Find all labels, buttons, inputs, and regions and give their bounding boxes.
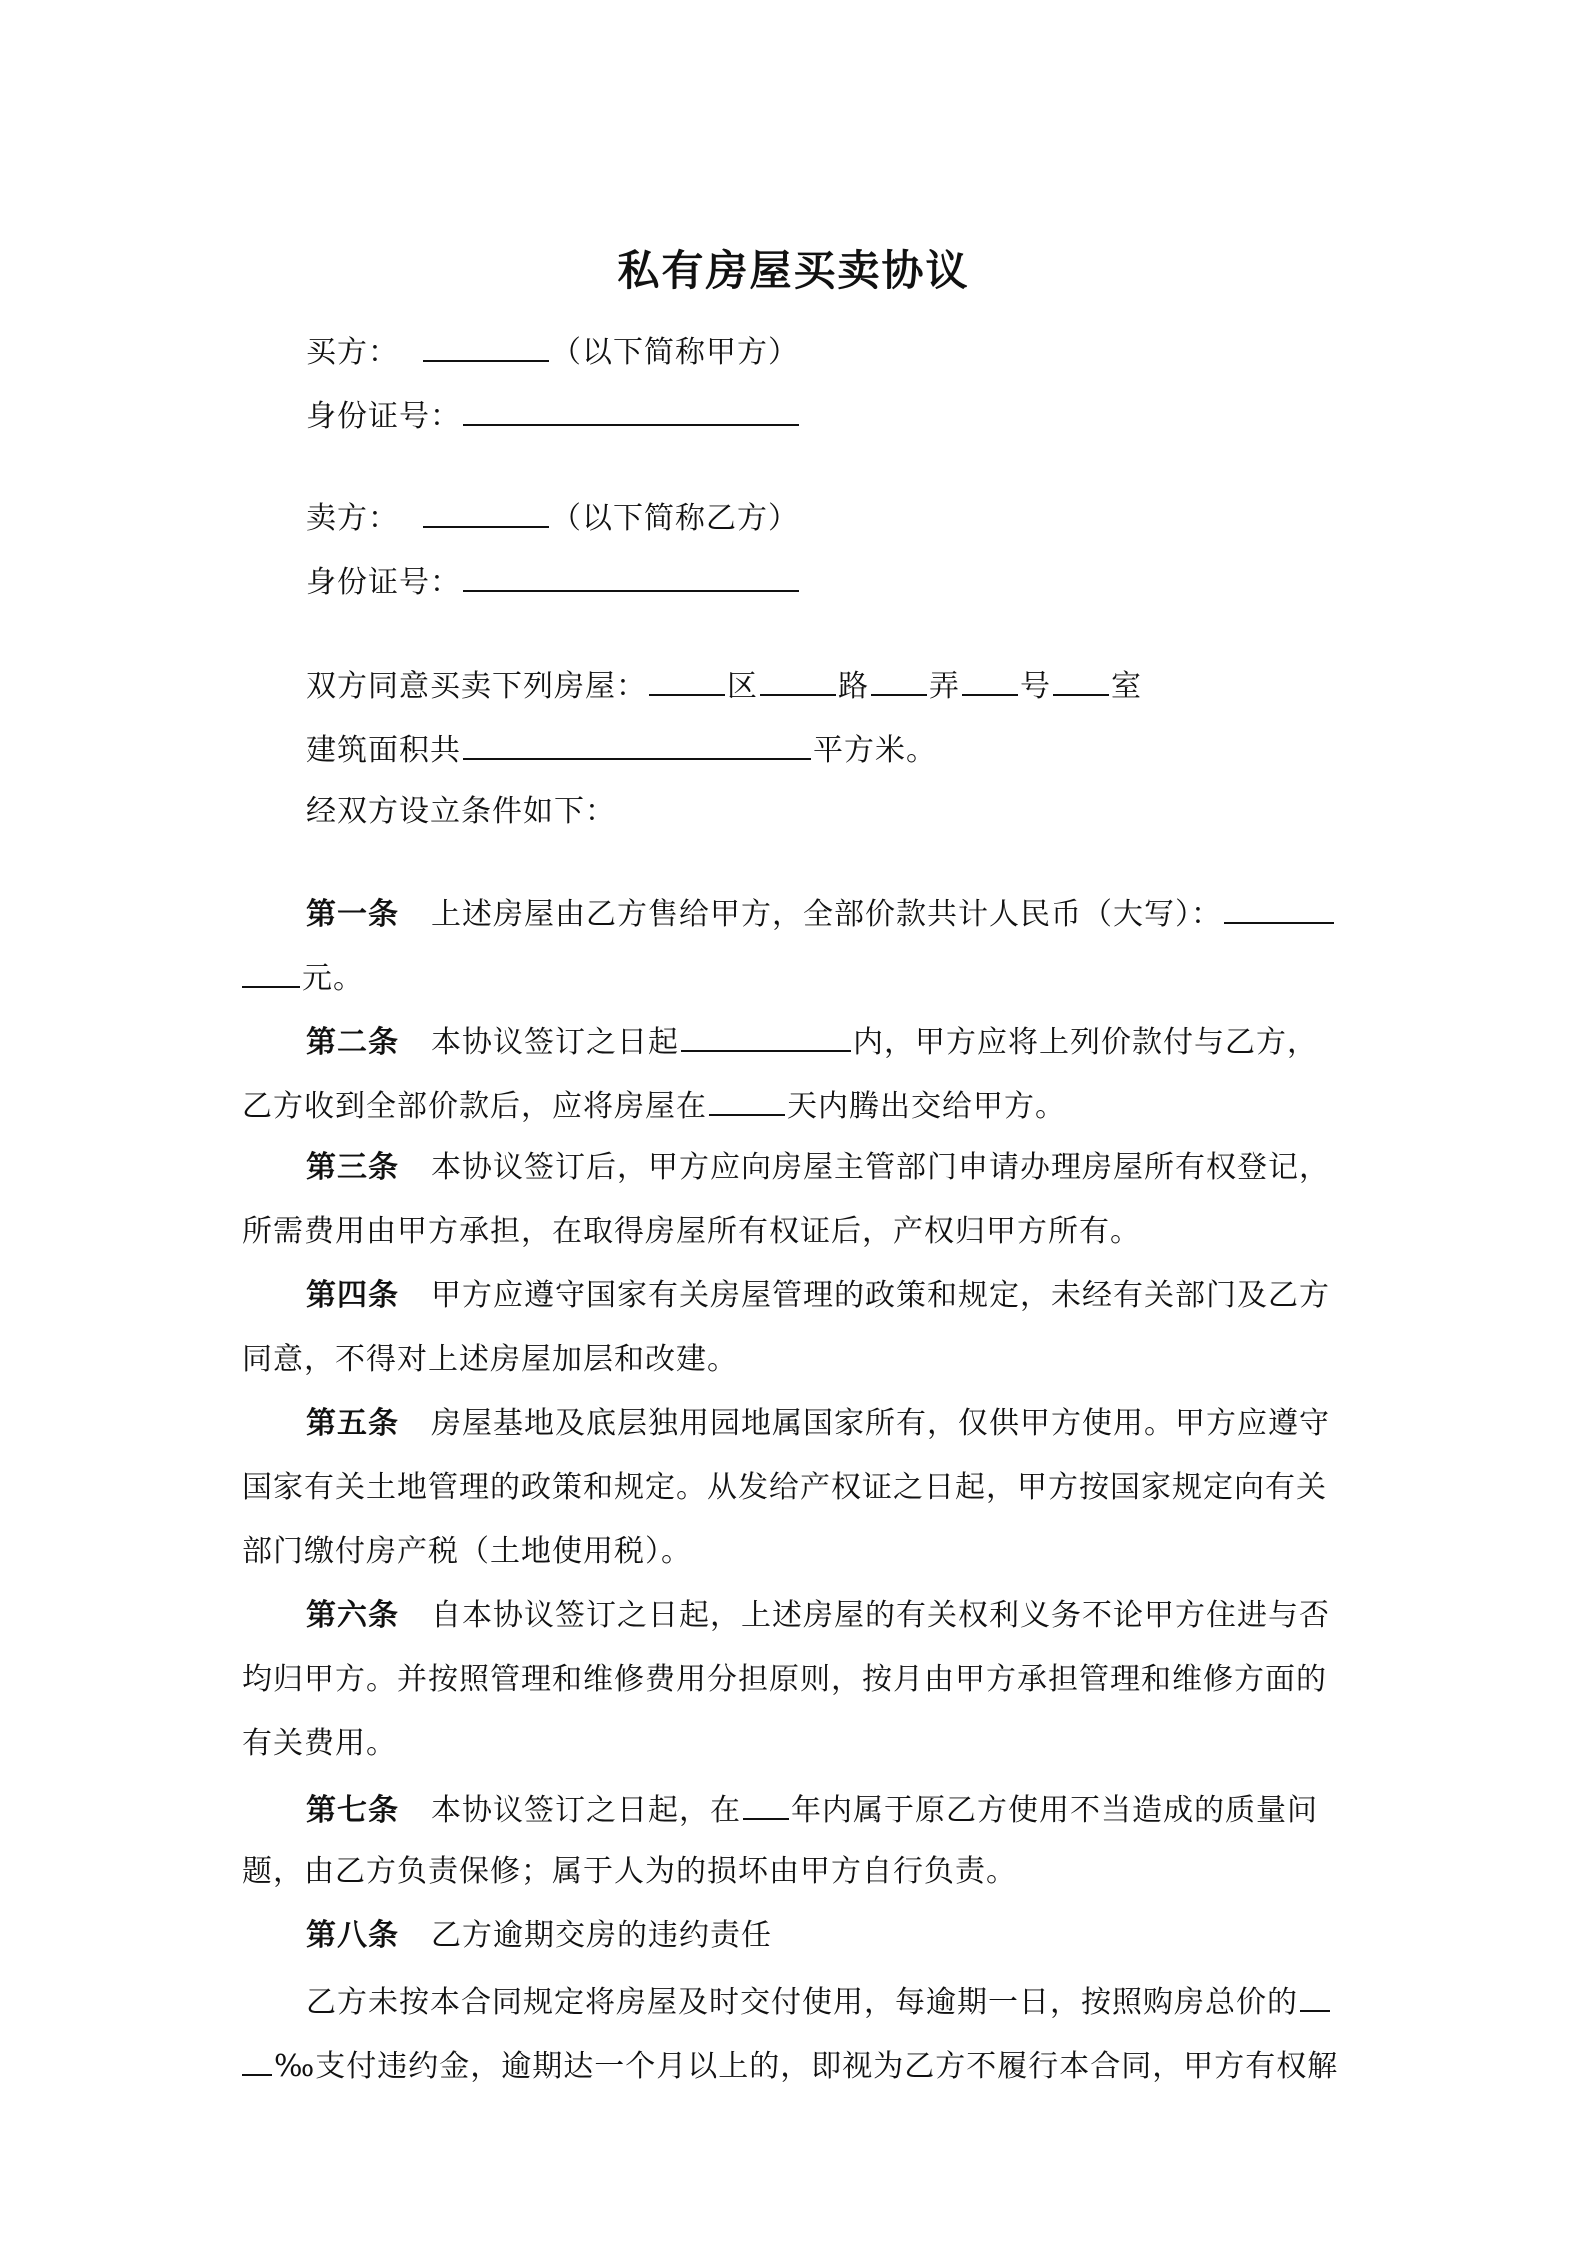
article-6-line-2: 均归甲方。并按照管理和维修费用分担原则，按月由甲方承担管理和维修方面的: [242, 1662, 1327, 1697]
penalty-rate-blank[interactable]: [1300, 1980, 1330, 2012]
article-1-line-1: [306, 892, 1336, 935]
article-6-line-3: 有关费用。: [242, 1726, 397, 1761]
area-suffix: 平方米。: [813, 733, 937, 768]
vacate-days-blank[interactable]: [709, 1084, 785, 1116]
article-4-line-2: 同意，不得对上述房屋加层和改建。: [242, 1342, 738, 1377]
seller-id-blank[interactable]: [463, 560, 799, 592]
article-8-text-2: 乙方未按本合同规定将房屋及时交付使用，每逾期一日，按照购房总价的: [306, 1985, 1298, 2020]
district-blank[interactable]: [649, 664, 725, 696]
warranty-years-blank[interactable]: [743, 1788, 789, 1820]
buyer-note: （以下简称甲方）: [551, 335, 799, 370]
article-7-line-2: 题，由乙方负责保修；属于人为的损坏由甲方自行负责。: [242, 1854, 1017, 1889]
article-3-line-1: [306, 1148, 1330, 1188]
seller-label: 卖方：: [306, 501, 399, 536]
road-blank[interactable]: [760, 664, 836, 696]
price-blank-cont[interactable]: [242, 956, 300, 988]
payment-period-blank[interactable]: [681, 1020, 851, 1052]
article-1-text: 上述房屋由乙方售给甲方，全部价款共计人民币（大写）：: [431, 897, 1222, 932]
article-2-text: 本协议签订之日起: [431, 1025, 679, 1060]
article-5-line-3: 部门缴付房产税（土地使用税）。: [242, 1534, 692, 1569]
article-2-text-2b: 天内腾出交给甲方。: [787, 1089, 1066, 1124]
lane-blank[interactable]: [871, 664, 927, 696]
seller-note: （以下简称乙方）: [551, 501, 799, 536]
seller-id-line: [306, 560, 801, 603]
road-label: 路: [838, 669, 869, 704]
article-6-text: 自本协议签订之日起，上述房屋的有关权利义务不论甲方住进与否: [431, 1598, 1330, 1633]
article-2-line-2: [242, 1084, 1066, 1127]
article-8-line-1: [306, 1916, 772, 1956]
article-8-line-3: [242, 2044, 1338, 2087]
article-4-text: 甲方应遵守国家有关房屋管理的政策和规定，未经有关部门及乙方: [431, 1278, 1330, 1313]
number-label: 号: [1020, 669, 1051, 704]
buyer-id-label: 身份证号：: [306, 399, 461, 434]
document-title: 私有房屋买卖协议: [617, 246, 970, 295]
article-5-line-1: [306, 1404, 1330, 1444]
penalty-rate-blank-cont[interactable]: [242, 2044, 272, 2076]
article-7-heading: 第七条: [306, 1793, 399, 1828]
conditions-intro: 经双方设立条件如下：: [306, 794, 616, 829]
seller-id-label: 身份证号：: [306, 565, 461, 600]
article-1-heading: 第一条: [306, 897, 399, 932]
article-4-line-1: [306, 1276, 1330, 1316]
article-5-text: 房屋基地及底层独用园地属国家所有，仅供甲方使用。甲方应遵守: [431, 1406, 1330, 1441]
article-6-heading: 第六条: [306, 1598, 399, 1633]
article-3-line-2: 所需费用由甲方承担，在取得房屋所有权证后，产权归甲方所有。: [242, 1214, 1141, 1249]
article-6-line-1: [306, 1596, 1330, 1636]
article-3-text: 本协议签订后，甲方应向房屋主管部门申请办理房屋所有权登记，: [431, 1150, 1330, 1185]
article-8-text-3: ‰支付违约金，逾期达一个月以上的，即视为乙方不履行本合同，甲方有权解: [274, 2049, 1339, 2084]
article-8-line-2: [306, 1980, 1332, 2023]
area-line: [306, 728, 937, 771]
article-7-line-1: [306, 1788, 1318, 1831]
article-8-heading: 第八条: [306, 1918, 399, 1953]
article-5-line-2: 国家有关土地管理的政策和规定。从发给产权证之日起，甲方按国家规定向有关: [242, 1470, 1327, 1505]
article-2-heading: 第二条: [306, 1025, 399, 1060]
room-label: 室: [1111, 669, 1142, 704]
house-prefix: 双方同意买卖下列房屋：: [306, 669, 647, 704]
article-5-heading: 第五条: [306, 1406, 399, 1441]
house-address-line: [306, 664, 1142, 707]
article-8-text: 乙方逾期交房的违约责任: [431, 1918, 772, 1953]
article-3-heading: 第三条: [306, 1150, 399, 1185]
article-7-text: 本协议签订之日起，在: [431, 1793, 741, 1828]
article-7-text-b: 年内属于原乙方使用不当造成的质量问: [791, 1793, 1318, 1828]
buyer-id-blank[interactable]: [463, 394, 799, 426]
seller-line: [306, 496, 799, 539]
buyer-id-line: [306, 394, 801, 437]
article-1-text-end: 元。: [302, 961, 364, 996]
article-1-line-2: [242, 956, 364, 999]
article-2-text-2: 乙方收到全部价款后，应将房屋在: [242, 1089, 707, 1124]
buyer-name-blank[interactable]: [423, 330, 549, 362]
buyer-line: [306, 330, 799, 373]
room-blank[interactable]: [1053, 664, 1109, 696]
buyer-label: 买方：: [306, 335, 399, 370]
area-blank[interactable]: [463, 728, 811, 760]
area-prefix: 建筑面积共: [306, 733, 461, 768]
article-4-heading: 第四条: [306, 1278, 399, 1313]
seller-name-blank[interactable]: [423, 496, 549, 528]
lane-label: 弄: [929, 669, 960, 704]
article-2-text-b: 内，甲方应将上列价款付与乙方，: [853, 1025, 1318, 1060]
price-blank[interactable]: [1224, 892, 1334, 924]
district-label: 区: [727, 669, 758, 704]
article-2-line-1: [306, 1020, 1318, 1063]
number-blank[interactable]: [962, 664, 1018, 696]
